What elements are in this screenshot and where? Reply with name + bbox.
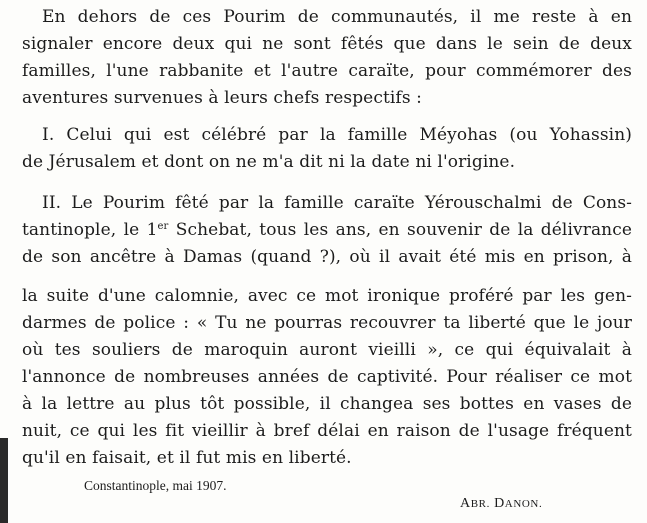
text-line: I. Celui qui est célébré par la famille Méyohas (ou Yohassin) (42, 125, 632, 145)
ordinal-superscript: er (157, 221, 169, 232)
signature-initial: A (460, 496, 471, 511)
text-line: II. Le Pourim fêté par la famille caraïte Yérouschalmi de Cons- (42, 193, 632, 213)
text-line: où tes souliers de maroquin auront vieilli », ce qui équivalait à (22, 340, 632, 360)
text-fragment: Schebat, tous les ans, en souvenir de la délivrance (168, 220, 632, 240)
text-fragment: tantinople, le 1 (22, 220, 158, 240)
text-line: qu'il en faisait, et il fut mis en liberté. (22, 448, 352, 468)
text-line: aventures survenues à leurs chefs respectifs : (22, 88, 422, 108)
paragraph-item-one (22, 122, 632, 176)
paragraph-continuation (22, 283, 632, 472)
paragraph-item-two (22, 190, 632, 271)
signature-rest: BR. (470, 498, 490, 510)
text-line: à la lettre au plus tôt possible, il changea ses bottes en vases de (22, 394, 632, 414)
scan-edge-mark (0, 438, 8, 523)
place-and-date: Constantinople, mai 1907. (84, 478, 227, 493)
text-line: En dehors de ces Pourim de communautés, il me reste à en (42, 7, 632, 27)
text-line: l'annonce de nombreuses années de captivité. Pour réaliser ce mot (22, 367, 632, 387)
text-line: de Jérusalem et dont on ne m'a dit ni la date ni l'origine. (22, 152, 516, 172)
text-line: familles, l'une rabbanite et l'autre caraïte, pour commémorer des (22, 61, 632, 81)
paragraph-intro (22, 4, 632, 112)
text-line: la suite d'une calomnie, avec ce mot ironique proféré par les gen- (22, 286, 632, 306)
text-line: signaler encore deux qui ne sont fêtés que dans le sein de deux (22, 34, 632, 54)
text-line: nuit, ce qui les fit vieillir à bref délai en raison de l'usage fréquent (22, 421, 632, 441)
author-signature (460, 496, 542, 512)
signature-initial: D (494, 496, 505, 511)
text-line: de son ancêtre à Damas (quand ?), où il avait été mis en prison, à (22, 247, 632, 267)
text-line: darmes de police : « Tu ne pourras recouvrer ta liberté que le jour (22, 313, 632, 333)
text-line-with-ordinal (22, 217, 632, 244)
signature-rest: ANON. (504, 498, 543, 510)
